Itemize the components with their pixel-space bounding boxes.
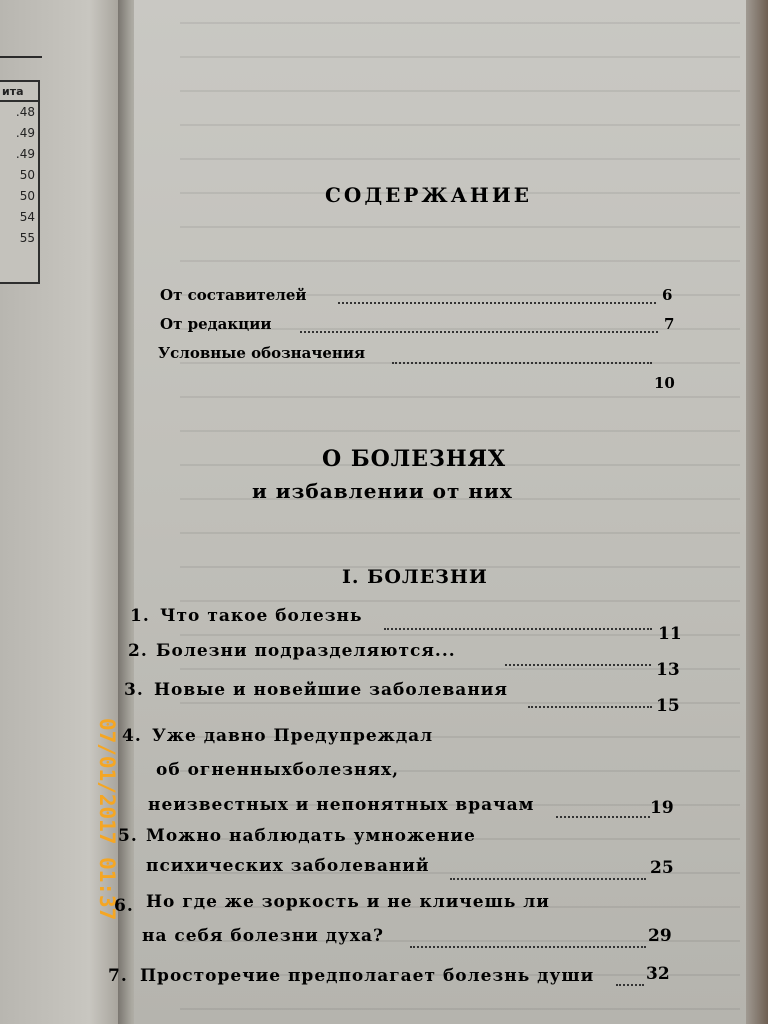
left-page-rule	[0, 56, 42, 58]
toc-page-number: 25	[650, 858, 674, 878]
left-table-row: 55	[19, 231, 35, 245]
toc-entry-title: Болезни подразделяются...	[156, 641, 456, 661]
toc-page-number: 19	[650, 798, 674, 818]
toc-leader-dots	[505, 664, 651, 666]
left-table-row: .48	[15, 105, 35, 119]
camera-timestamp	[86, 716, 126, 946]
part-title: О БОЛЕЗНЯХ	[322, 446, 507, 472]
toc-page-number: 6	[662, 286, 673, 304]
toc-entry-number: 7.	[108, 966, 128, 986]
section-title: I. БОЛЕЗНИ	[342, 566, 488, 588]
toc-leader-dots	[410, 946, 646, 948]
toc-leader-dots	[450, 878, 646, 880]
toc-entry-number: 3.	[124, 680, 144, 700]
toc-entry-number: 6.	[114, 896, 134, 916]
toc-page-number: 15	[656, 696, 680, 716]
toc-entry-title: Новые и новейшие заболевания	[154, 680, 508, 700]
part-subtitle: и избавлении от них	[252, 479, 513, 503]
toc-entry-title-continued: неизвестных и непонятных врачам	[148, 795, 535, 815]
toc-entry-number: 1.	[130, 606, 150, 626]
toc-front-matter-label: Условные обозначения	[158, 344, 366, 362]
toc-leader-dots	[392, 362, 652, 364]
toc-page-number: 13	[656, 660, 680, 680]
toc-page-number: 11	[658, 624, 682, 644]
toc-leader-dots	[556, 816, 650, 818]
left-table-header: ита	[0, 82, 38, 102]
book-cover-edge	[746, 0, 768, 1024]
toc-entry-title: Просторечие предполагает болезнь души	[140, 966, 595, 986]
toc-leader-dots	[300, 331, 658, 333]
toc-entry-title-continued: на себя болезни духа?	[142, 926, 384, 946]
left-table-row: .49	[15, 147, 35, 161]
toc-leader-dots	[616, 984, 644, 986]
toc-entry-number: 4.	[122, 726, 142, 746]
toc-page-number: 32	[646, 964, 670, 984]
toc-page-number: 29	[648, 926, 672, 946]
toc-page-number: 10	[654, 374, 675, 392]
toc-entry-title: Уже давно Предупреждал	[152, 726, 434, 746]
toc-leader-dots	[338, 302, 656, 304]
toc-entry-number: 2.	[128, 641, 148, 661]
left-table-row: 50	[19, 189, 35, 203]
left-table-row: 50	[19, 168, 35, 182]
toc-leader-dots	[528, 706, 652, 708]
left-table-row: 54	[19, 210, 35, 224]
left-page-table	[0, 80, 40, 284]
toc-entry-title: Но где же зоркость и не кличешь ли	[146, 892, 550, 912]
toc-entry-number: 5.	[118, 826, 138, 846]
toc-front-matter-label: От составителей	[160, 286, 307, 304]
toc-front-matter-label: От редакции	[160, 315, 272, 333]
toc-entry-title: Можно наблюдать умножение	[146, 826, 476, 846]
toc-entry-title-continued: об огненныхболезнях,	[156, 760, 400, 780]
camera-timestamp-text: 07/01/2017 01:37	[95, 718, 119, 921]
left-table-row: .49	[15, 126, 35, 140]
toc-entry-title-continued: психических заболеваний	[146, 856, 430, 876]
toc-title: СОДЕРЖАНИЕ	[325, 183, 532, 207]
toc-entry-title: Что такое болезнь	[160, 606, 363, 626]
toc-page-number: 7	[664, 315, 675, 333]
toc-leader-dots	[384, 628, 652, 630]
